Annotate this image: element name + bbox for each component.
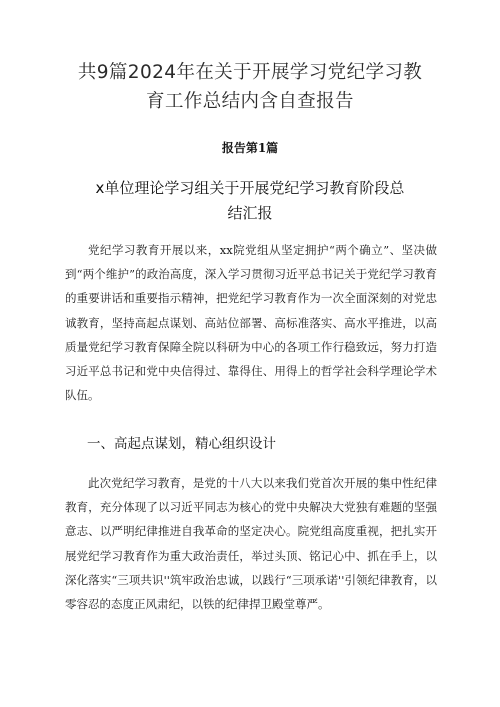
document-title-line-1: 共9篇2024年在关于开展学习党纪学习教 — [77, 62, 423, 83]
document-title-line-2: 育工作总结内含自查报告 — [146, 91, 354, 112]
report-title-line-1: x单位理论学习组关于开展党纪学习教育阶段总 — [95, 179, 405, 197]
body-paragraph-2: 此次党纪学习教育，是党的十八大以来我们党首次开展的集中性纪律教育，充分体现了以习近平同志为核心的党中央解决大党独有难题的坚强意志、以严明纪律推进自我革命的坚定决心。院党组高度重视，把扎实开展党纪学习教育作为重大政治责任，举过头顶、铭记心中、抓在手上，以深化落实“三项共识''筑牢政治忠诚，以践行“三项承诺''引领纪律教育，以零容忍的态度正风肃纪，以铁的纪律捍卫殿堂尊严。 — [65, 476, 437, 612]
section-label: 报告第1篇 — [221, 141, 279, 155]
document-title — [70, 58, 430, 116]
report-title-line-2: 结汇报 — [227, 204, 273, 222]
report-title — [95, 176, 405, 226]
body-paragraph-1: 党纪学习教育开展以来，xx院党组从坚定拥护“两个确立”、坚决做到“两个维护”的政治高度，深入学习贯彻习近平总书记关于党纪学习教育的重要讲话和重要指示精神，把党纪学习教育作为一次全面深刻的对党忠诚教育，坚持高起点谋划、高站位部署、高标准落实、高水平推进，以高质量党纪学习教育保障全院以科研为中心的各项工作行稳致远，努力打造习近平总书记和党中央信得过、靠得住、用得上的哲学社会科学理论学术队伍。 — [65, 243, 437, 403]
section-heading-1: 一、高起点谋划，精心组织设计 — [87, 436, 276, 452]
